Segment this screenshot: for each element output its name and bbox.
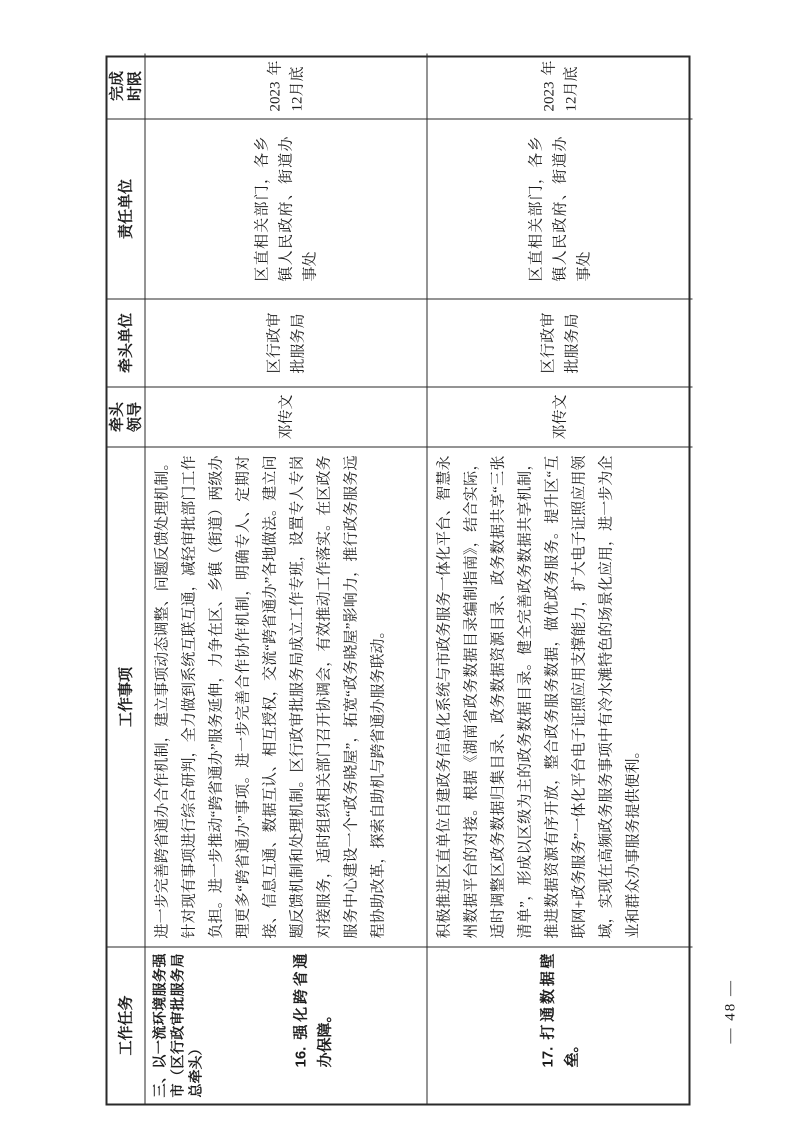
cell-deadline-16 bbox=[145, 53, 427, 118]
section-category-label: 三、以一流环境服务强市（区行政审批服务局总牵头） bbox=[151, 953, 203, 1097]
deadline-text-16: 2023年12月底 bbox=[266, 60, 305, 111]
responsible-unit-text-17: 区直相关部门，各乡镇人民政府、街道办事处 bbox=[527, 136, 592, 281]
cell-task-16 bbox=[145, 946, 427, 1103]
responsible-unit-text-16: 区直相关部门，各乡镇人民政府、街道办事处 bbox=[253, 136, 318, 281]
cell-leader-17 bbox=[427, 386, 692, 446]
deadline-text-17: 2023年12月底 bbox=[540, 60, 579, 111]
leader-name-16: 邓传文 bbox=[277, 394, 294, 440]
lead-unit-text-17: 区行政审批服务局 bbox=[539, 312, 580, 373]
cell-leader-16 bbox=[145, 386, 427, 446]
cell-items-16: 进一步完善跨省通办合作机制，建立事项动态调整、问题反馈处理机制。针对现有事项进行综合研判，全力做到系统互联互通，减轻审批部门工作负担。进一步推动“跨省通办”服务延伸，力争在区、乡镇（街道）两级办理更多“跨省通办”事项。进一步完善合作协作机制，明确专人、定期对接、信息互通、数据互认、相互授权，交流“跨省通办”各地做法。建立问题反馈机制和处理机制。区行政审批服务局成立工作专班，设置专人专岗对接服务，适时组织相关部门召开协调会，有效推动工作落实。在区政务服务中心建设一个“政务晓屋”，拓宽“政务晓屋”影响力，推行政务服务远程协助改革，探索自助机与跨省通办服务联动。 bbox=[145, 446, 427, 946]
page-number: — 48 — bbox=[722, 978, 738, 1043]
cell-responsible-unit-17 bbox=[427, 118, 692, 298]
cell-lead-unit-16 bbox=[145, 298, 427, 386]
cell-responsible-unit-16 bbox=[145, 118, 427, 298]
cell-items-17: 积极推进区直单位自建政务信息化系统与市政务服务一体化平台、智慧永州数据平台的对接。根据《湖南省政务数据目录编制指南》，结合实际，适时调整区政务数据归集目录、政务数据资源目录、政务数据共享“三张清单”，形成以区级为主的政务数据目录。健全完善政务数据共享机制，推进数据资源有序开放，整合政务服务数据，做优政务服务。提升区“互联网+政务服务”一体化平台电子证照应用支撑能力，扩大电子证照应用领域，实现在高频政务服务事项中有冷水滩特色的场景化应用，进一步为企业和群众办事服务提供便利。 bbox=[427, 446, 692, 946]
cell-lead-unit-17 bbox=[427, 298, 692, 386]
task-label-17: 17. 打通数据壁垒。 bbox=[538, 953, 580, 1067]
header-cell-task: 工作任务 bbox=[107, 946, 145, 1103]
header-cell-items: 工作事项 bbox=[107, 446, 145, 946]
cell-task-17 bbox=[427, 946, 692, 1103]
lead-unit-text-16: 区行政审批服务局 bbox=[265, 312, 306, 373]
task-label-16: 16. 强化跨省通办保障。 bbox=[291, 953, 333, 1067]
header-cell-leader: 牵头领导 bbox=[107, 386, 145, 446]
header-cell-deadline: 完成时限 bbox=[107, 53, 145, 118]
header-cell-responsible-unit: 责任单位 bbox=[107, 118, 145, 298]
header-cell-lead-unit: 牵头单位 bbox=[107, 298, 145, 386]
cell-deadline-17 bbox=[427, 53, 692, 118]
leader-name-17: 邓传文 bbox=[551, 394, 568, 440]
work-plan-table bbox=[105, 55, 690, 1105]
